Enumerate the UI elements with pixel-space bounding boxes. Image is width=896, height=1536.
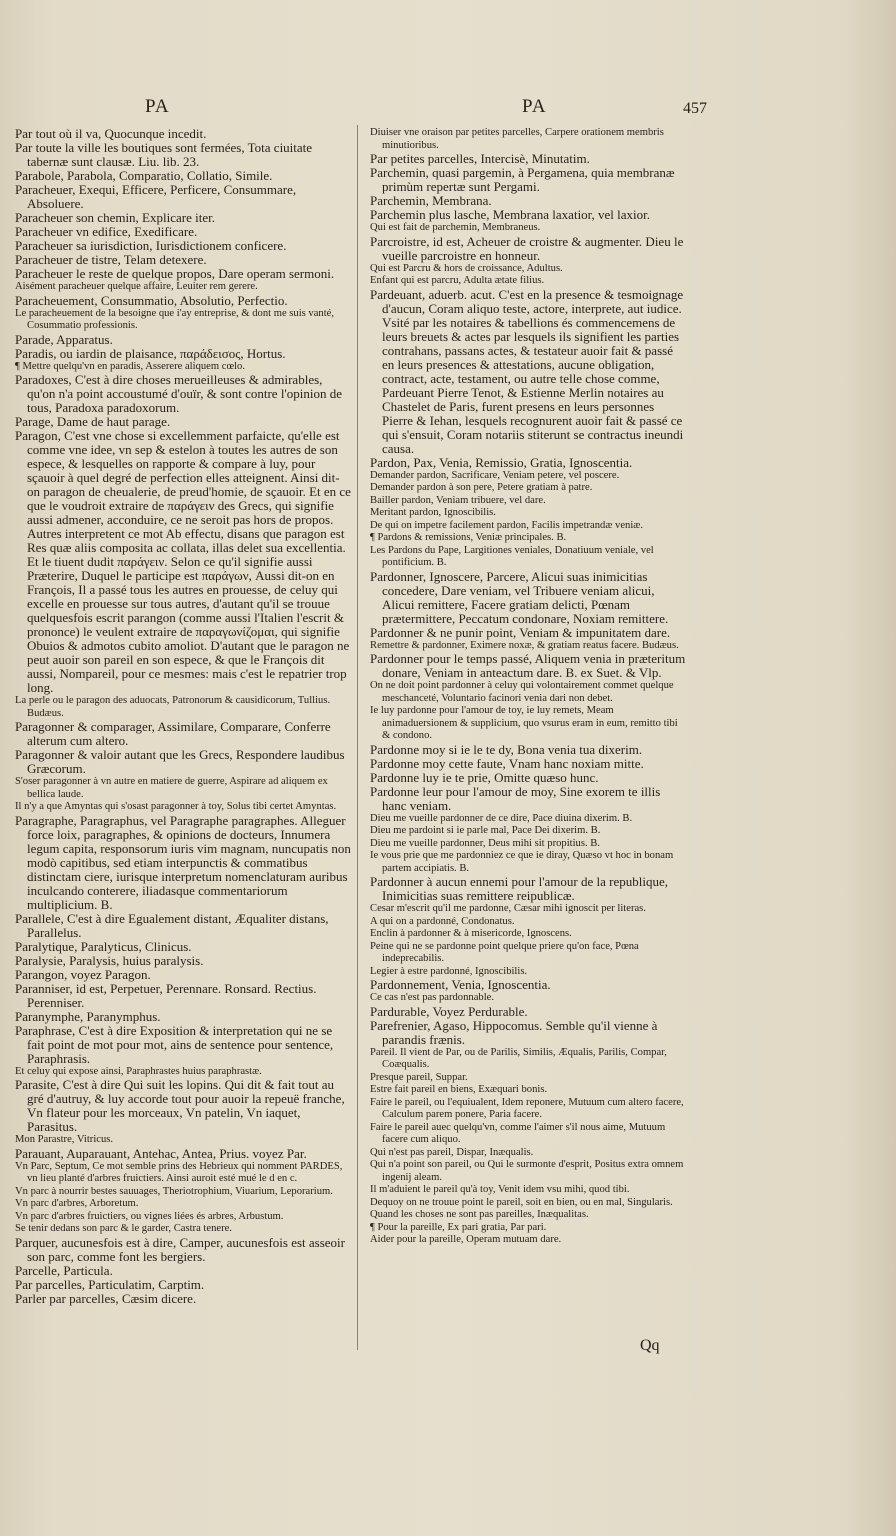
entry: Presque pareil, Suppar.	[370, 1071, 468, 1083]
entry: Parasite, C'est à dire Qui suit les lopins. Qui dit & fait tout au gré d'autruy, & luy accorde tout pour auoir la repeuë franche, Vn flateur pour les morceaux, Vn patelin, Vn iaquet, Parasitus.	[15, 1077, 345, 1134]
entry: Ie luy pardonne pour l'amour de toy, ie luy remets, Meam animaduersionem & supplicium, quo vsurus eram in eum, remitto tibi & condono.	[370, 705, 678, 741]
entry: Paraphrase, C'est à dire Exposition & interpretation qui ne se fait point de mot pour mot, ains de sentence pour sentence, Paraphrasis.	[15, 1022, 334, 1066]
entry: De qui on impetre facilement pardon, Facilis impetrandæ veniæ.	[370, 519, 644, 531]
entry: Pardonner, Ignoscere, Parcere, Alicui suas inimicitias concedere, Dare veniam, vel Tribuere veniam alicui, Alicui remittere, Facere gratiam delicti, Pœnam prætermittere, Peccatum condonare, Noxiam remittere.	[370, 568, 669, 626]
entry: Remettre & pardonner, Eximere noxæ, & gratiam reatus facere. Budæus.	[370, 639, 679, 651]
entry: Parchemin, Membrana.	[370, 193, 492, 208]
entry: Paracheuement, Consummatio, Absolutio, Perfectio.	[15, 292, 288, 308]
entry: Qui n'a point son pareil, ou Qui le surmonte d'esprit, Positus extra omnem ingenij aleam.	[370, 1159, 684, 1183]
entry: Qui est fait de parchemin, Membraneus.	[370, 222, 541, 233]
entry: ¶ Pardons & remissions, Veniæ principales. B.	[370, 532, 567, 543]
running-head-left: PA	[145, 96, 170, 117]
entry: Pareil. Il vient de Par, ou de Parilis, Similis, Æqualis, Parilis, Compar, Coæqualis.	[370, 1046, 667, 1070]
entry: Le paracheuement de la besoigne que i'ay entreprise, & dont me suis vanté, Cosummatio professionis.	[15, 307, 335, 331]
entry: Aisément paracheuer quelque affaire, Leuiter rem gerere.	[15, 281, 258, 292]
entry: Il m'aduient le pareil qu'à toy, Venit idem vsu mihi, quod tibi.	[370, 1184, 630, 1195]
entry: Faire le pareil, ou l'equiualent, Idem reponere, Mutuum cum altero facere, Calculum parem ponere, Paria facere.	[370, 1096, 684, 1120]
entry: La perle ou le paragon des aduocats, Patronorum & causidicorum, Tullius. Budæus.	[15, 695, 331, 719]
entry: Meritant pardon, Ignoscibilis.	[370, 507, 496, 518]
entry: Paranniser, id est, Perpetuer, Perennare. Ronsard. Rectius. Perenniser.	[15, 980, 317, 1010]
entry: Pardonne luy ie te prie, Omitte quæso hunc.	[370, 769, 599, 785]
entry: Dequoy on ne trouue point le pareil, soit en bien, ou en mal, Singularis.	[370, 1196, 673, 1208]
entry: Pardonner & ne punir point, Veniam & impunitatem dare.	[370, 624, 671, 640]
entry: Quand les choses ne sont pas pareilles, Inæqualitas.	[370, 1209, 589, 1220]
entry: Diuiser vne oraison par petites parcelles, Carpere orationem membris minutioribus.	[370, 127, 664, 151]
entry: Paracheuer, Exequi, Efficere, Perficere, Consummare, Absoluere.	[15, 182, 297, 211]
entry: Ce cas n'est pas pardonnable.	[370, 992, 494, 1003]
entry: Paralytique, Paralyticus, Clinicus.	[15, 938, 192, 954]
entry: Paracheuer le reste de quelque propos, Dare operam sermoni.	[15, 266, 335, 281]
page-number: 457	[683, 100, 707, 117]
entry: Estre fait pareil en biens, Exæquari bonis.	[370, 1084, 548, 1095]
entry: Pardonne moy cette faute, Vnam hanc noxiam mitte.	[370, 755, 644, 771]
right-column	[370, 127, 688, 1247]
entry: Enfant qui est parcru, Adulta ætate filius.	[370, 275, 545, 286]
entry: Il n'y a que Amyntas qui s'osast paragonner à toy, Solus tibi certet Amyntas.	[15, 801, 337, 812]
entry: Parallele, C'est à dire Egualement distant, Æqualiter distans, Parallelus.	[15, 910, 329, 940]
entry: Cesar m'escrit qu'il me pardonne, Cæsar mihi ignoscit per literas.	[370, 903, 646, 914]
entry: Mon Parastre, Vitricus.	[15, 1134, 114, 1145]
entry: Parauant, Auparauant, Antehac, Antea, Prius. voyez Par.	[15, 1145, 307, 1161]
entry: Demander pardon à son pere, Petere gratiam à patre.	[370, 482, 593, 493]
entry: Ie vous prie que me pardonniez ce que ie diray, Quæso vt hoc in bonam partem accipiatis. B.	[370, 850, 674, 874]
entry: Aider pour la pareille, Operam mutuam dare.	[370, 1234, 562, 1245]
entry: ¶ Pour la pareille, Ex pari gratia, Par pari.	[370, 1221, 547, 1233]
catchword: Qq	[640, 1337, 660, 1354]
entry: Dieu me vueille pardonner de ce dire, Pace diuina dixerim. B.	[370, 812, 633, 824]
entry: On ne doit point pardonner à celuy qui volontairement commet quelque meschanceté, Voluntario facinori venia dari non debet.	[370, 680, 674, 704]
entry: Parefrenier, Agaso, Hippocomus. Semble qu'il vienne à parandis frænis.	[370, 1017, 658, 1047]
entry: Parangon, voyez Paragon.	[15, 966, 151, 982]
entry: Vn parc d'arbres, Arboretum.	[15, 1198, 139, 1209]
entry: Parquer, aucunesfois est à dire, Camper, aucunesfois est asseoir son parc, comme font les bergiers.	[15, 1234, 345, 1264]
entry: Pardonnement, Venia, Ignoscentia.	[370, 977, 551, 992]
entry: Faire le pareil auec quelqu'vn, comme l'aimer s'il nous aime, Mutuum facere cum aliquo.	[370, 1121, 666, 1145]
entry: Parchemin plus lasche, Membrana laxatior, vel laxior.	[370, 207, 650, 222]
entry: Par petites parcelles, Intercisè, Minutatim.	[370, 151, 590, 166]
entry: Paragonner & valoir autant que les Grecs, Respondere laudibus Græcorum.	[15, 747, 345, 776]
entry: Parler par parcelles, Cæsim dicere.	[15, 1290, 197, 1306]
entry: Dieu me vueille pardonner, Deus mihi sit propitius. B.	[370, 837, 600, 849]
left-column	[15, 127, 352, 1306]
entry: Parage, Dame de haut parage.	[15, 414, 171, 429]
entry: Paracheuer son chemin, Explicare iter.	[15, 210, 215, 225]
entry: Enclin à pardonner & à misericorde, Ignoscens.	[370, 928, 572, 939]
entry: A qui on a pardonné, Condonatus.	[370, 915, 515, 927]
entry: Vn Parc, Septum, Ce mot semble prins des Hebrieux qui nomment PARDES, vn lieu planté d'arbres fruictiers. Ainsi auroit esté mué le d en c.	[15, 1160, 343, 1184]
entry: Vn parc d'arbres fruictiers, ou vignes liées és arbres, Arbustum.	[15, 1210, 284, 1222]
entry: Pardonne leur pour l'amour de moy, Sine exorem te illis hanc veniam.	[370, 783, 661, 813]
entry: Pardeuant, aduerb. acut. C'est en la presence & tesmoignage d'aucun, Coram aliquo teste, actore, interprete, aut iudice. Vsité par les notaires & tabellions és commencemens de leurs breuets & actes par lesquels ils signifient les parties contrahans, passans actes, & testateur auoir fait & passé en leurs presences & attestations, aucune obligation, contract, acte, testament, ou autre telle chose comme, Pardeuant Pierre Tenot, & Estienne Merlin notaires au Chastelet de Paris, furent presens en leurs personnes Pierre & Iehan, lesquels recognurent auoir fait & passé ce qui s'ensuit, Coram notariis stiterunt se contractus ineundi causa.	[370, 286, 684, 456]
entry: Par tout où il va, Quocunque incedit.	[15, 126, 207, 141]
entry: Pardurable, Voyez Perdurable.	[370, 1003, 528, 1019]
entry: Pardonner pour le temps passé, Aliquem venia in præteritum donare, Veniam in anteactum dare. B. ex Suet. & Vlp.	[370, 651, 686, 680]
entry: Les Pardons du Pape, Largitiones veniales, Donatiuum veniale, vel pontificium. B.	[370, 544, 654, 568]
entry: Parabole, Parabola, Comparatio, Collatio, Simile.	[15, 168, 273, 183]
entry: Dieu me pardoint si ie parle mal, Pace Dei dixerim. B.	[370, 825, 601, 836]
entry: Parcelle, Particula.	[15, 1262, 113, 1278]
entry: Qui n'est pas pareil, Dispar, Inæqualis.	[370, 1146, 534, 1158]
running-head-right: PA	[522, 96, 547, 117]
entry: Parchemin, quasi pargemin, à Pergamena, quia membranæ primùm repertæ sunt Pergami.	[370, 165, 675, 194]
entry: ¶ Mettre quelqu'vn en paradis, Asserere aliquem cœlo.	[15, 360, 245, 372]
entry: Paradoxes, C'est à dire choses merueilleuses & admirables, qu'on n'a point accoustumé d'ouïr, & sont contre l'opinion de tous, Paradoxa paradoxorum.	[15, 372, 343, 415]
entry: Vn parc à nourrir bestes sauuages, Theriotrophium, Viuarium, Leporarium.	[15, 1185, 333, 1197]
entry: Paranymphe, Paranymphus.	[15, 1008, 161, 1024]
entry: Parade, Apparatus.	[15, 331, 113, 347]
entry: Paradis, ou iardin de plaisance, παράδεισος, Hortus.	[15, 345, 286, 361]
entry: Et celuy qui expose ainsi, Paraphrastes huius paraphrastæ.	[15, 1065, 262, 1077]
entry: Pardonner à aucun ennemi pour l'amour de la republique, Inimicitias suas remittere reipublicæ.	[370, 874, 668, 903]
entry: S'oser paragonner à vn autre en matiere de guerre, Aspirare ad aliquem ex bellica laude.	[15, 776, 328, 800]
entry: Paragon, C'est vne chose si excellemment parfaicte, qu'elle est comme vne idee, vn sep & estelon à toutes les autres de son espece, & lesquelles on rapporte & compare à luy, pour sçauoir à quel degré de perfection elles atteignent. Ainsi dit-on paragon de cheualerie, de preud'homie, de sçauoir. Et en ce que le voudroit extraire de παράγειν des Grecs, qui signifie aussi admener, acconduire, ce ne seroit pas hors de propos. Autres interpretent ce mot Ab effectu, disans que paragon est Res quæ aliis composita ac collata, illas delet sua excellentia. Et le tiuent dudit παράγειν. Selon ce qu'il signifie aussi Præterire, Duquel le participe est παράγων, Aussi dit-on en François, Il a passé tous les autres en prouesse, de celuy qui excelle en prouesse sur tous autres, d'autant qu'il se trouue quelquesfois escrit parangon (comme aussi l'Italien l'escrit & prononce) le veulent extraire de παραγωνίζομαι, qui signifie Obuios & admotos cubito amoliot. D'autant que le paragon ne peut auoir son pareil en son espece, & que le François dit aussi, Nompareil, pour ce mesmes: mais c'est le repatrier trop long.	[15, 428, 351, 695]
entry: Bailler pardon, Veniam tribuere, vel dare.	[370, 494, 546, 506]
entry: Paragraphe, Paragraphus, vel Paragraphe paragraphes. Alleguer force loix, paragraphes, & opinions de docteurs, Innumera legum capita, responsorum iuris vim magnam, nuncupatis non modò capitibus, sed etiam interpunctis & commatibus distinctam ciere, iurisque interpretum nomenclaturam auribus inculcando conterere, iliadasque commentariorum multiplicium. B.	[15, 812, 351, 912]
entry: Paralysie, Paralysis, huius paralysis.	[15, 952, 204, 968]
entry: Paragonner & comparager, Assimilare, Comparare, Conferre alterum cum altero.	[15, 719, 331, 748]
entry: Parcroistre, id est, Acheuer de croistre & augmenter. Dieu le vueille parcroistre en honneur.	[370, 233, 684, 263]
entry: Par parcelles, Particulatim, Carptim.	[15, 1276, 205, 1292]
entry: Peine qui ne se pardonne point quelque priere qu'on face, Pœna indeprecabilis.	[370, 940, 639, 964]
entry: Paracheuer de tistre, Telam detexere.	[15, 252, 207, 267]
entry: Pardonne moy si ie le te dy, Bona venia tua dixerim.	[370, 741, 643, 757]
entry: Pardon, Pax, Venia, Remissio, Gratia, Ignoscentia.	[370, 454, 633, 470]
column-divider	[357, 125, 358, 1350]
entry: Qui est Parcru & hors de croissance, Adultus.	[370, 262, 563, 274]
entry: Se tenir dedans son parc & le garder, Castra tenere.	[15, 1223, 232, 1234]
entry: Par toute la ville les boutiques sont fermées, Tota ciuitate tabernæ sunt clausæ. Liu. lib. 23.	[15, 140, 313, 169]
entry: Legier à estre pardonné, Ignoscibilis.	[370, 965, 528, 977]
entry: Paracheuer sa iurisdiction, Iurisdictionem conficere.	[15, 238, 287, 253]
entry: Paracheuer vn edifice, Exedificare.	[15, 224, 198, 239]
entry: Demander pardon, Sacrificare, Veniam petere, vel poscere.	[370, 469, 620, 481]
